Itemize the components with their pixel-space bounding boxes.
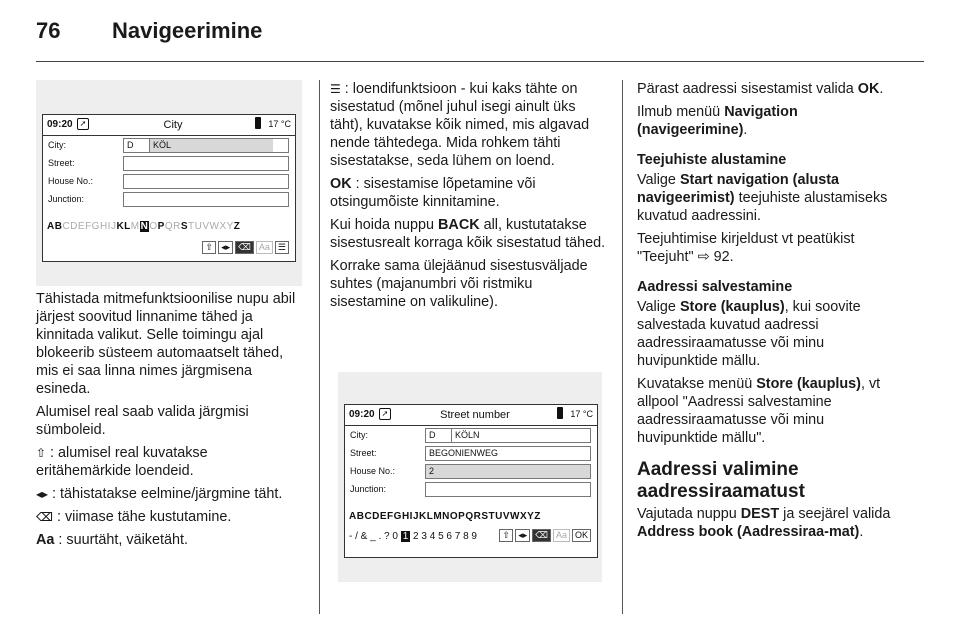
- paragraph: Kuvatakse menüü Store (kauplus), vt allpool "Aadressi salvestamine aadressiraamatusse või minu huvipunktide mällu".: [637, 376, 881, 446]
- house-field[interactable]: [425, 464, 591, 479]
- column-1: [36, 290, 304, 554]
- delete-icon[interactable]: ⌫: [532, 529, 551, 542]
- country-code: D: [124, 139, 150, 152]
- status-bar: [345, 405, 597, 426]
- case-icon: Aa: [36, 532, 55, 548]
- tool-buttons: [202, 241, 289, 254]
- house-row: [345, 462, 597, 480]
- junction-field[interactable]: [123, 192, 289, 207]
- paragraph: Tähistada mitmefunktsioonilise nupu abil järjest soovitud linnanime tähed ja kinnitada valikut. Selle toimingu ajal blokeerib süsteem automaatselt tähed, mis ei saa linna nimes järgmisena esineda.: [36, 291, 296, 397]
- heading-start-navigation: Teejuhiste alustamine: [637, 152, 787, 168]
- street-value: BEGONIENWEG: [429, 448, 499, 458]
- paragraph: Aa : suurtäht, väiketäht.: [36, 532, 188, 548]
- navigation-icon: ➚: [77, 118, 89, 130]
- column-divider-2: [622, 80, 623, 614]
- page-header: [36, 18, 262, 44]
- selected-digit: 1: [402, 531, 409, 542]
- country-code: D: [426, 429, 452, 442]
- junction-label: Junction:: [48, 194, 85, 204]
- street-field[interactable]: [123, 156, 289, 171]
- list-icon[interactable]: ☰: [275, 241, 289, 254]
- case-icon[interactable]: Aa: [256, 241, 273, 254]
- page-number: 76: [36, 18, 61, 43]
- temperature: 17 °C: [268, 119, 291, 129]
- street-row: [345, 444, 597, 462]
- temperature: 17 °C: [570, 409, 593, 419]
- street-number-screen: [344, 404, 598, 558]
- column-divider-1: [319, 80, 320, 614]
- alphabet-row[interactable]: ABCDEFGHIJKLMNOPQRSTUVWXYZ: [349, 511, 541, 522]
- paragraph: Korrake sama ülejäänud sisestusväljade suhtes (majanumbri või ristmiku sisestamine on valikuline).: [330, 258, 588, 310]
- paragraph: Teejuhtimise kirjeldust vt peatükist "Teejuht" ⇨ 92.: [637, 231, 855, 265]
- case-icon[interactable]: Aa: [553, 529, 570, 542]
- paragraph: Kui hoida nuppu BACK all, kustutatakse sisestusrealt korraga kõik sisestatud tähed.: [330, 217, 606, 251]
- delete-icon: ⌫: [36, 510, 53, 524]
- tool-buttons: [499, 529, 591, 542]
- city-screen: [42, 114, 296, 262]
- city-label: City:: [48, 140, 66, 150]
- paragraph: ⇧ : alumisel real kuvatakse eritähemärkide loendeid.: [36, 445, 208, 479]
- heading-save-address: Aadressi salvestamine: [637, 279, 793, 295]
- alphabet-row[interactable]: ABCDEFGHIJKLMNOPQRSTUVWXYZ: [47, 221, 241, 232]
- column-2: [330, 80, 608, 316]
- junction-row: [345, 480, 597, 498]
- paragraph: ⌫ : viimase tähe kustutamine.: [36, 509, 232, 525]
- junction-label: Junction:: [350, 484, 387, 494]
- house-row: [43, 172, 295, 190]
- house-label: House No.:: [350, 466, 396, 476]
- house-field[interactable]: [123, 174, 289, 189]
- paragraph: Pärast aadressi sisestamist valida OK.: [637, 81, 884, 97]
- page-title: Navigeerimine: [112, 18, 263, 43]
- header-rule: [36, 61, 924, 62]
- status-bar: [43, 115, 295, 136]
- city-value: KÖL: [150, 139, 273, 152]
- delete-icon[interactable]: ⌫: [235, 241, 254, 254]
- shift-icon[interactable]: ⇧: [499, 529, 513, 542]
- street-label: Street:: [48, 158, 75, 168]
- paragraph: Valige Start navigation (alusta navigeerimist) teejuhiste alustamiseks kuvatud aadressini.: [637, 172, 888, 224]
- city-row: [43, 136, 295, 154]
- arrows-icon: ◂▸: [36, 487, 49, 501]
- city-screen-image: [36, 80, 302, 286]
- list-icon: ☰: [330, 82, 341, 96]
- paragraph: ◂▸ : tähistatakse eelmine/järgmine täht.: [36, 486, 283, 502]
- city-label: City:: [350, 430, 368, 440]
- screen-title: City: [163, 119, 183, 131]
- navigation-icon: ➚: [379, 408, 391, 420]
- paragraph: Valige Store (kauplus), kui soovite salvestada kuvatud aadressi aadressiraamatusse või minu huvipunktide mällu.: [637, 299, 861, 369]
- paragraph: Alumisel real saab valida järgmisi sümboleid.: [36, 404, 249, 438]
- shift-icon: ⇧: [36, 446, 47, 460]
- arrows-icon[interactable]: ◂▸: [218, 241, 233, 254]
- street-row: [43, 154, 295, 172]
- house-value: 2: [429, 466, 435, 476]
- street-number-screen-image: [338, 372, 602, 582]
- paragraph: ☰ : loendifunktsioon - kui kaks tähte on sisestatud (mõnel juhul isegi ainult üks täht), kuvatakse kõik nimed, mis algavad nende tähtedega. Mida rohkem tähti sisestatakse, seda lühem on loend.: [330, 81, 590, 169]
- screen-title: Street number: [440, 409, 510, 421]
- selected-letter: N: [140, 221, 149, 232]
- house-label: House No.:: [48, 176, 94, 186]
- phone-icon: [255, 117, 261, 129]
- shift-icon[interactable]: ⇧: [202, 241, 216, 254]
- junction-row: [43, 190, 295, 208]
- city-field[interactable]: [123, 138, 289, 153]
- street-field[interactable]: [425, 446, 591, 461]
- clock: 09:20: [349, 409, 375, 420]
- paragraph: Vajutada nuppu DEST ja seejärel valida Address book (Aadressiraa-mat).: [637, 506, 891, 540]
- city-row: [345, 426, 597, 444]
- column-3: [637, 80, 907, 546]
- clock: 09:20: [47, 119, 73, 130]
- paragraph: OK : sisestamise lõpetamine või otsingumõiste kinnitamine.: [330, 176, 536, 210]
- city-value: KÖLN: [455, 430, 480, 440]
- heading-address-book: Aadressi valimine aadressiraamatust: [637, 459, 805, 502]
- symbol-row[interactable]: - / & _ . ? 0 1 2 3 4 5 6 7 8 9: [349, 531, 477, 542]
- ok-button[interactable]: OK: [572, 529, 591, 542]
- arrows-icon[interactable]: ◂▸: [515, 529, 530, 542]
- street-label: Street:: [350, 448, 377, 458]
- phone-icon: [557, 407, 563, 419]
- paragraph: Ilmub menüü Navigation (navigeerimine).: [637, 104, 798, 138]
- city-field[interactable]: [425, 428, 591, 443]
- junction-field[interactable]: [425, 482, 591, 497]
